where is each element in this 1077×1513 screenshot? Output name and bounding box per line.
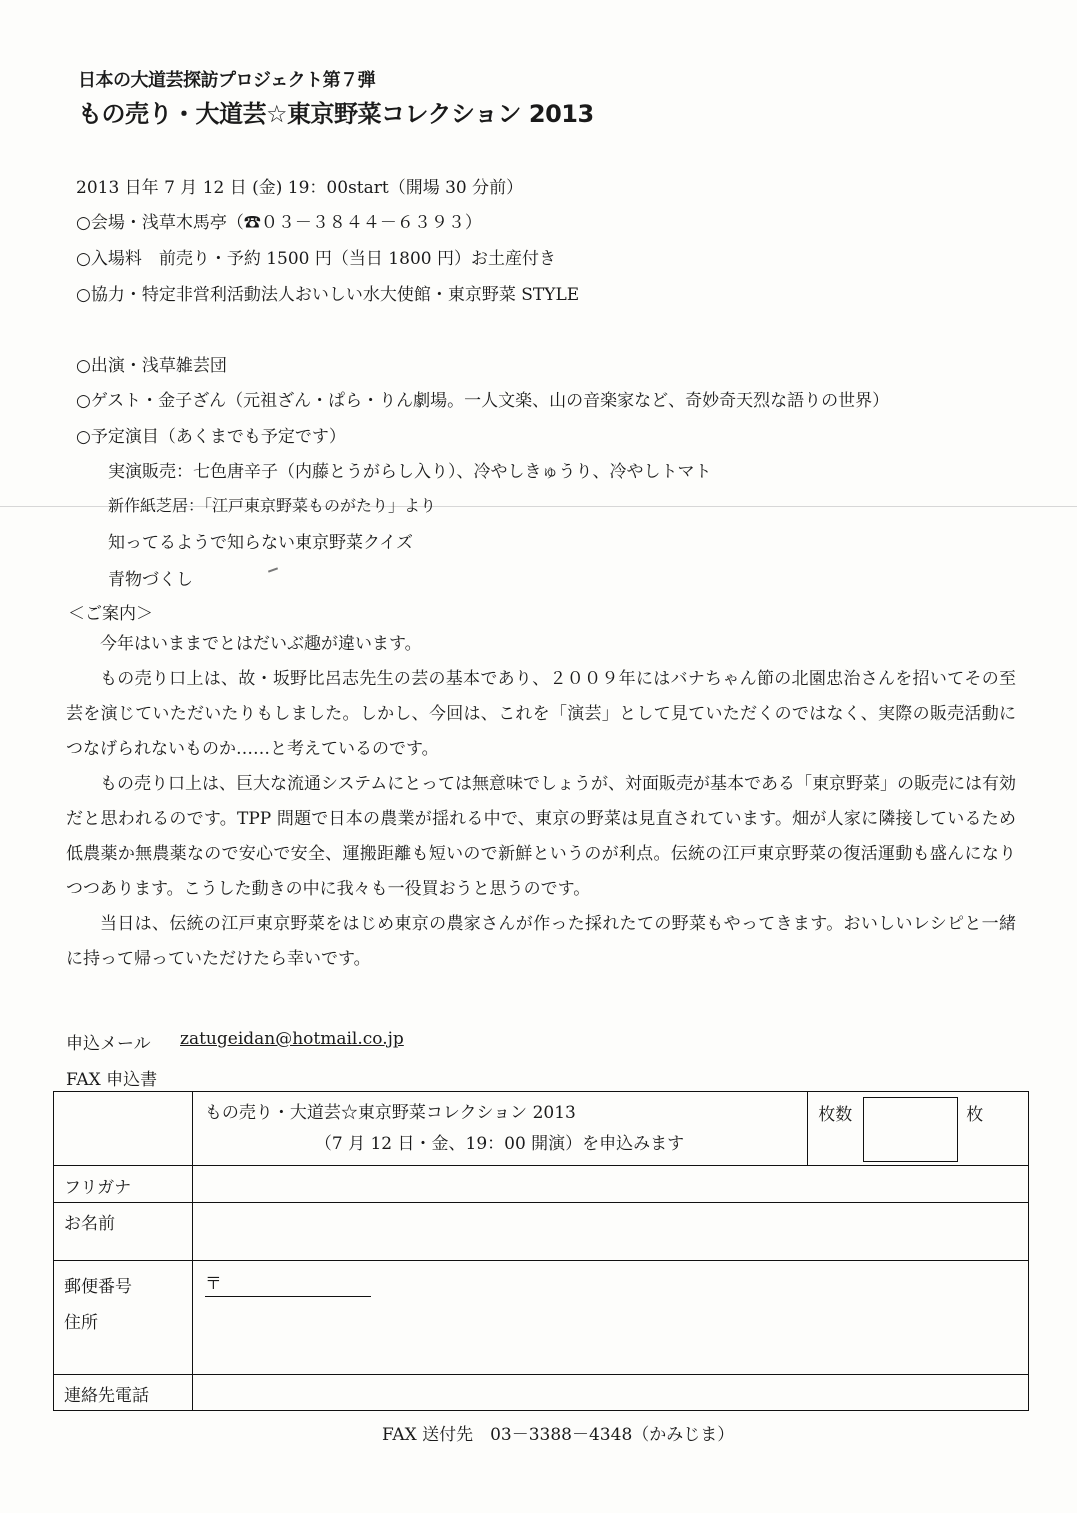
program-item: 実演販売：七色唐辛子（内藤とうがらし入り）、冷やしきゅうり、冷やしトマト xyxy=(108,462,712,482)
name-field[interactable] xyxy=(192,1203,1028,1261)
guide-paragraph: 当日は、伝統の江戸東京野菜をはじめ東京の農家さんが作った採れたての野菜もやってきます。おいしいレシピと一緒に持って帰っていただけたら幸いです。 xyxy=(66,914,1016,969)
furigana-label: フリガナ xyxy=(54,1166,193,1203)
guide-paragraph: もの売り口上は、故・坂野比呂志先生の芸の基本であり、２００９年にはバナちゃん節の北園忠治さんを招いてその至芸を演じていただいたりもしました。しかし、今回は、これを「演芸」として見ていただくのではなく、実際の販売活動につなげられないものか……と考えているのです。 xyxy=(66,669,1016,759)
ticket-count-box[interactable] xyxy=(863,1097,958,1162)
venue-line: ○会場・浅草木馬亭（☎０３－３８４４－６３９３） xyxy=(76,213,482,233)
postal-mark: 〒 xyxy=(204,1274,222,1294)
guide-paragraph: 今年はいままでとはだいぶ趣が違います。 xyxy=(100,634,422,654)
program-heading: ○予定演目（あくまでも予定です） xyxy=(76,427,346,447)
guide-heading: ＜ご案内＞ xyxy=(68,604,153,624)
guide-paragraph: もの売り口上は、巨大な流通システムにとっては無意味でしょうが、対面販売が基本である「東京野菜」の販売には有効だと思われるのです。TPP 問題で日本の農業が揺れる中で、東京の野菜は見直されています。畑が人家に隣接しているため低農薬か無農薬なので安心で安全、運搬距離も短いので新鮮というのが利点。伝統の江戸東京野菜の復活運動も盛んになりつつあります。こうした動きの中に我々も一役買おうと思うのです。 xyxy=(66,774,1016,899)
phone-field[interactable] xyxy=(192,1375,1028,1411)
fax-form-label: FAX 申込書 xyxy=(66,1070,158,1090)
performer-line: ○出演・浅草雑芸団 xyxy=(76,356,227,376)
name-label: お名前 xyxy=(54,1203,193,1261)
event-title: もの売り・大道芸☆東京野菜コレクション 2013 xyxy=(78,100,594,128)
address-label: 住所 xyxy=(64,1313,98,1333)
guide-text xyxy=(66,627,1016,977)
address-label-cell xyxy=(54,1261,193,1375)
program-item: 青物づくし xyxy=(108,570,193,590)
form-corner-cell xyxy=(54,1092,193,1166)
cooperation-line: ○協力・特定非営利活動法人おいしい水大使館・東京野菜 STYLE xyxy=(76,285,580,305)
pen-mark xyxy=(268,567,278,572)
project-subtitle: 日本の大道芸探訪プロジェクト第７弾 xyxy=(78,70,376,91)
form-event-line: もの売り・大道芸☆東京野菜コレクション 2013 xyxy=(204,1103,576,1123)
email-label: 申込メール xyxy=(66,1034,151,1054)
postal-code-field[interactable] xyxy=(205,1269,371,1297)
form-event-cell xyxy=(192,1092,807,1166)
program-item: 新作紙芝居：「江戸東京野菜ものがたり」より xyxy=(108,496,437,515)
guest-line: ○ゲスト・金子ざん（元祖ざん・ぱら・りん劇場。一人文楽、山の音楽家など、奇妙奇天烈な語りの世界） xyxy=(76,391,890,411)
tickets-unit: 枚 xyxy=(966,1105,984,1125)
fee-line: ○入場料 前売り・予約 1500 円（当日 1800 円）お土産付き xyxy=(76,249,556,269)
event-date: 2013 日年 7 月 12 日 (金) 19：00start（開場 30 分前） xyxy=(76,178,524,198)
program-item: 知ってるようで知らない東京野菜クイズ xyxy=(108,533,413,553)
phone-label: 連絡先電話 xyxy=(54,1375,193,1411)
email-address[interactable]: zatugeidan@hotmail.co.jp xyxy=(180,1029,404,1049)
postal-label: 郵便番号 xyxy=(64,1277,132,1297)
tickets-label: 枚数 xyxy=(818,1105,853,1125)
form-event-line: （7 月 12 日・金、19：00 開演）を申込みます xyxy=(314,1134,685,1154)
fax-destination: FAX 送付先 03－3388－4348（かみじま） xyxy=(382,1425,735,1445)
furigana-field[interactable] xyxy=(192,1166,1028,1203)
address-field[interactable] xyxy=(192,1261,1028,1375)
